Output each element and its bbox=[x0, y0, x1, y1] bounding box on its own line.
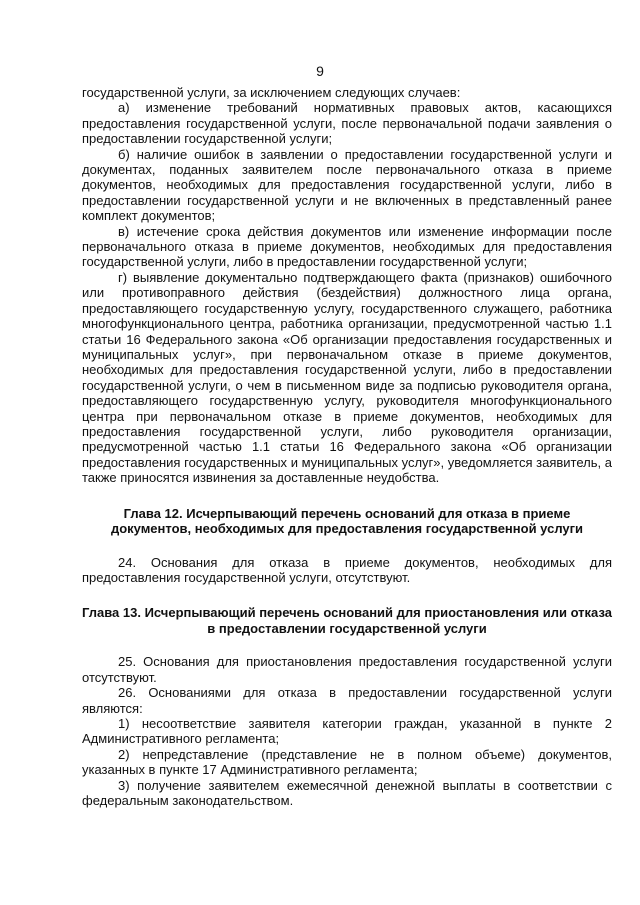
paragraph-item-25: 25. Основания для приостановления предоставления государственной услуги отсутствуют. bbox=[82, 654, 612, 685]
document-body bbox=[82, 85, 612, 808]
paragraph-intro: государственной услуги, за исключением следующих случаев: bbox=[82, 85, 461, 100]
paragraph-item-26: 26. Основаниями для отказа в предоставлении государственной услуги являются: bbox=[82, 685, 612, 716]
paragraph-item-26-1: 1) несоответствие заявителя категории граждан, указанной в пункте 2 Административного регламента; bbox=[82, 716, 612, 747]
chapter-12-heading: Глава 12. Исчерпывающий перечень оснований для отказа в приеме документов, необходимых для предоставления государственной услуги bbox=[110, 505, 584, 537]
chapter-13-heading: Глава 13. Исчерпывающий перечень оснований для приостановления или отказа в предоставлении государственной услуги bbox=[82, 605, 612, 636]
paragraph-item-26-2: 2) непредставление (представление не в полном объеме) документов, указанных в пункте 17 Административного регламента; bbox=[82, 746, 612, 778]
paragraph-item-b: б) наличие ошибок в заявлении о предоставлении государственной услуги и документах, поданных заявителем после первоначального отказа в приеме документов, необходимых для предоставления государственной услуги, либо в предоставлении государственной услуги и не включенных в представленный ранее комплект документов; bbox=[82, 146, 612, 224]
paragraph-item-24: 24. Основания для отказа в приеме документов, необходимых для предоставления государственной услуги, отсутствуют. bbox=[82, 554, 612, 585]
page-number: 9 bbox=[316, 63, 324, 79]
paragraph-item-g: г) выявление документально подтверждающего факта (признаков) ошибочного или противоправного действия (бездействия) должностного лица органа, предоставляющего государственную услугу, государственного служащего, работника многофункционального центра, работника организации, предусмотренной частью 1.1 статьи 16 Федерального закона «Об организации предоставления государственных и муниципальных услуг», при первоначальном отказе в приеме документов, необходимых для предоставления государственной услуги, либо в предоставлении государственной услуги, о чем в письменном виде за подписью руководителя органа, предоставляющего государственную услугу, руководителя многофункционального центра при первоначальном отказе в приеме документов, необходимых для предоставления государственной услуги, либо руководителя организации, предусмотренной частью 1.1 статьи 16 Федерального закона «Об организации предоставления государственных и муниципальных услуг», уведомляется заявитель, а также приносятся извинения за доставленные неудобства. bbox=[82, 269, 612, 486]
paragraph-item-a: а) изменение требований нормативных правовых актов, касающихся предоставления государственной услуги, после первоначальной подачи заявления о предоставлении государственной услуги; bbox=[82, 100, 612, 147]
paragraph-item-26-3: 3) получение заявителем ежемесячной денежной выплаты в соответствии с федеральным законодательством. bbox=[82, 777, 612, 809]
paragraph-item-v: в) истечение срока действия документов или изменение информации после первоначального отказа в приеме документов, необходимых для предоставления государственной услуги, либо в предоставлении государственной услуги; bbox=[82, 223, 612, 270]
